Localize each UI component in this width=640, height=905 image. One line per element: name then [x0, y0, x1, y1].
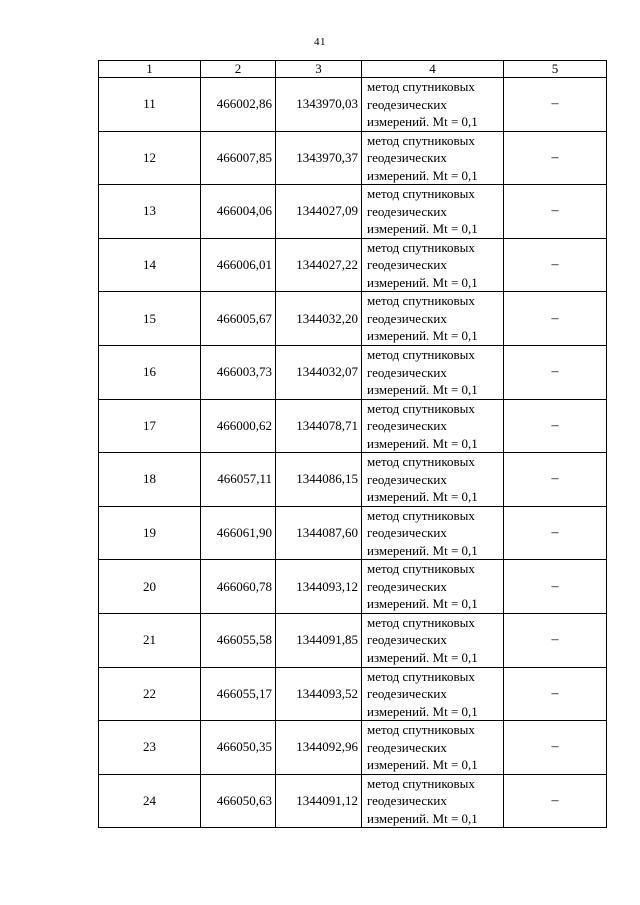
method-line-1: метод спутниковых [367, 507, 475, 523]
method-line-3: измерений. Mt = 0,1 [367, 435, 478, 451]
point-number-cell: 18 [99, 453, 201, 507]
point-number-cell: 21 [99, 613, 201, 667]
y-coordinate-cell: 1344086,15 [276, 453, 362, 507]
x-coordinate-cell: 466050,63 [201, 774, 276, 828]
column-5-cell: – [504, 613, 607, 667]
method-line-1: метод спутниковых [367, 775, 475, 791]
point-number-cell: 14 [99, 238, 201, 292]
column-header-2: 2 [201, 61, 276, 78]
method-line-2: геодезических [367, 686, 447, 702]
method-cell [362, 399, 504, 453]
x-coordinate-cell: 466060,78 [201, 560, 276, 614]
method-line-2: геодезических [367, 364, 447, 380]
method-line-1: метод спутниковых [367, 454, 475, 470]
method-line-2: геодезических [367, 203, 447, 219]
y-coordinate-cell: 1344032,20 [276, 292, 362, 346]
method-line-1: метод спутниковых [367, 400, 475, 416]
y-coordinate-cell: 1344032,07 [276, 345, 362, 399]
method-line-2: геодезических [367, 418, 447, 434]
x-coordinate-cell: 466055,58 [201, 613, 276, 667]
table-row [99, 78, 607, 132]
table-row [99, 506, 607, 560]
x-coordinate-cell: 466003,73 [201, 345, 276, 399]
column-5-cell: – [504, 345, 607, 399]
x-coordinate-cell: 466055,17 [201, 667, 276, 721]
column-5-cell: – [504, 453, 607, 507]
method-line-1: метод спутниковых [367, 79, 475, 95]
column-5-cell: – [504, 185, 607, 239]
y-coordinate-cell: 1344092,96 [276, 721, 362, 775]
y-coordinate-cell: 1344027,09 [276, 185, 362, 239]
method-cell [362, 667, 504, 721]
method-line-3: измерений. Mt = 0,1 [367, 649, 478, 665]
method-cell [362, 560, 504, 614]
table-row [99, 667, 607, 721]
y-coordinate-cell: 1344093,12 [276, 560, 362, 614]
column-header-5: 5 [504, 61, 607, 78]
method-line-1: метод спутниковых [367, 614, 475, 630]
column-5-cell: – [504, 721, 607, 775]
y-coordinate-cell: 1343970,37 [276, 131, 362, 185]
method-cell [362, 613, 504, 667]
column-5-cell: – [504, 399, 607, 453]
method-line-2: геодезических [367, 310, 447, 326]
table-row [99, 292, 607, 346]
table-row [99, 345, 607, 399]
method-line-1: метод спутниковых [367, 293, 475, 309]
x-coordinate-cell: 466002,86 [201, 78, 276, 132]
point-number-cell: 16 [99, 345, 201, 399]
method-line-2: геодезических [367, 793, 447, 809]
point-number-cell: 19 [99, 506, 201, 560]
method-line-2: геодезических [367, 632, 447, 648]
table-row [99, 453, 607, 507]
method-cell [362, 78, 504, 132]
method-cell [362, 453, 504, 507]
column-header-1: 1 [99, 61, 201, 78]
method-cell [362, 506, 504, 560]
method-line-1: метод спутниковых [367, 722, 475, 738]
y-coordinate-cell: 1344091,12 [276, 774, 362, 828]
method-cell [362, 774, 504, 828]
method-line-3: измерений. Mt = 0,1 [367, 489, 478, 505]
table-row [99, 131, 607, 185]
x-coordinate-cell: 466004,06 [201, 185, 276, 239]
column-header-4: 4 [362, 61, 504, 78]
method-line-3: измерений. Mt = 0,1 [367, 596, 478, 612]
method-line-3: измерений. Mt = 0,1 [367, 757, 478, 773]
table-row [99, 238, 607, 292]
column-5-cell: – [504, 78, 607, 132]
page-number: 41 [314, 36, 326, 48]
column-5-cell: – [504, 667, 607, 721]
method-cell [362, 292, 504, 346]
table-row [99, 774, 607, 828]
method-line-3: измерений. Mt = 0,1 [367, 382, 478, 398]
y-coordinate-cell: 1344087,60 [276, 506, 362, 560]
x-coordinate-cell: 466000,62 [201, 399, 276, 453]
y-coordinate-cell: 1344093,52 [276, 667, 362, 721]
method-line-3: измерений. Mt = 0,1 [367, 274, 478, 290]
method-line-1: метод спутниковых [367, 186, 475, 202]
method-line-3: измерений. Mt = 0,1 [367, 221, 478, 237]
point-number-cell: 24 [99, 774, 201, 828]
table-row [99, 185, 607, 239]
method-line-2: геодезических [367, 471, 447, 487]
method-line-3: измерений. Mt = 0,1 [367, 114, 478, 130]
point-number-cell: 12 [99, 131, 201, 185]
table-row [99, 560, 607, 614]
point-number-cell: 15 [99, 292, 201, 346]
point-number-cell: 17 [99, 399, 201, 453]
y-coordinate-cell: 1344078,71 [276, 399, 362, 453]
coordinates-table [98, 60, 607, 828]
method-cell [362, 345, 504, 399]
column-5-cell: – [504, 774, 607, 828]
column-5-cell: – [504, 506, 607, 560]
method-cell [362, 721, 504, 775]
method-line-2: геодезических [367, 739, 447, 755]
method-line-3: измерений. Mt = 0,1 [367, 167, 478, 183]
y-coordinate-cell: 1343970,03 [276, 78, 362, 132]
method-line-2: геодезических [367, 578, 447, 594]
method-line-1: метод спутниковых [367, 132, 475, 148]
x-coordinate-cell: 466006,01 [201, 238, 276, 292]
method-line-3: измерений. Mt = 0,1 [367, 328, 478, 344]
column-5-cell: – [504, 560, 607, 614]
method-line-3: измерений. Mt = 0,1 [367, 542, 478, 558]
column-5-cell: – [504, 131, 607, 185]
y-coordinate-cell: 1344027,22 [276, 238, 362, 292]
x-coordinate-cell: 466007,85 [201, 131, 276, 185]
column-5-cell: – [504, 238, 607, 292]
point-number-cell: 22 [99, 667, 201, 721]
x-coordinate-cell: 466061,90 [201, 506, 276, 560]
method-line-1: метод спутниковых [367, 239, 475, 255]
x-coordinate-cell: 466057,11 [201, 453, 276, 507]
method-line-3: измерений. Mt = 0,1 [367, 810, 478, 826]
table-row [99, 399, 607, 453]
point-number-cell: 20 [99, 560, 201, 614]
column-header-3: 3 [276, 61, 362, 78]
x-coordinate-cell: 466005,67 [201, 292, 276, 346]
method-line-1: метод спутниковых [367, 347, 475, 363]
method-cell [362, 238, 504, 292]
table-row [99, 721, 607, 775]
x-coordinate-cell: 466050,35 [201, 721, 276, 775]
method-line-3: измерений. Mt = 0,1 [367, 703, 478, 719]
method-line-2: геодезических [367, 525, 447, 541]
point-number-cell: 23 [99, 721, 201, 775]
table-header-row [99, 61, 607, 78]
method-line-2: геодезических [367, 150, 447, 166]
column-5-cell: – [504, 292, 607, 346]
method-cell [362, 131, 504, 185]
method-line-2: геодезических [367, 257, 447, 273]
y-coordinate-cell: 1344091,85 [276, 613, 362, 667]
table-row [99, 613, 607, 667]
point-number-cell: 11 [99, 78, 201, 132]
method-line-1: метод спутниковых [367, 561, 475, 577]
method-line-2: геодезических [367, 96, 447, 112]
method-cell [362, 185, 504, 239]
point-number-cell: 13 [99, 185, 201, 239]
method-line-1: метод спутниковых [367, 668, 475, 684]
